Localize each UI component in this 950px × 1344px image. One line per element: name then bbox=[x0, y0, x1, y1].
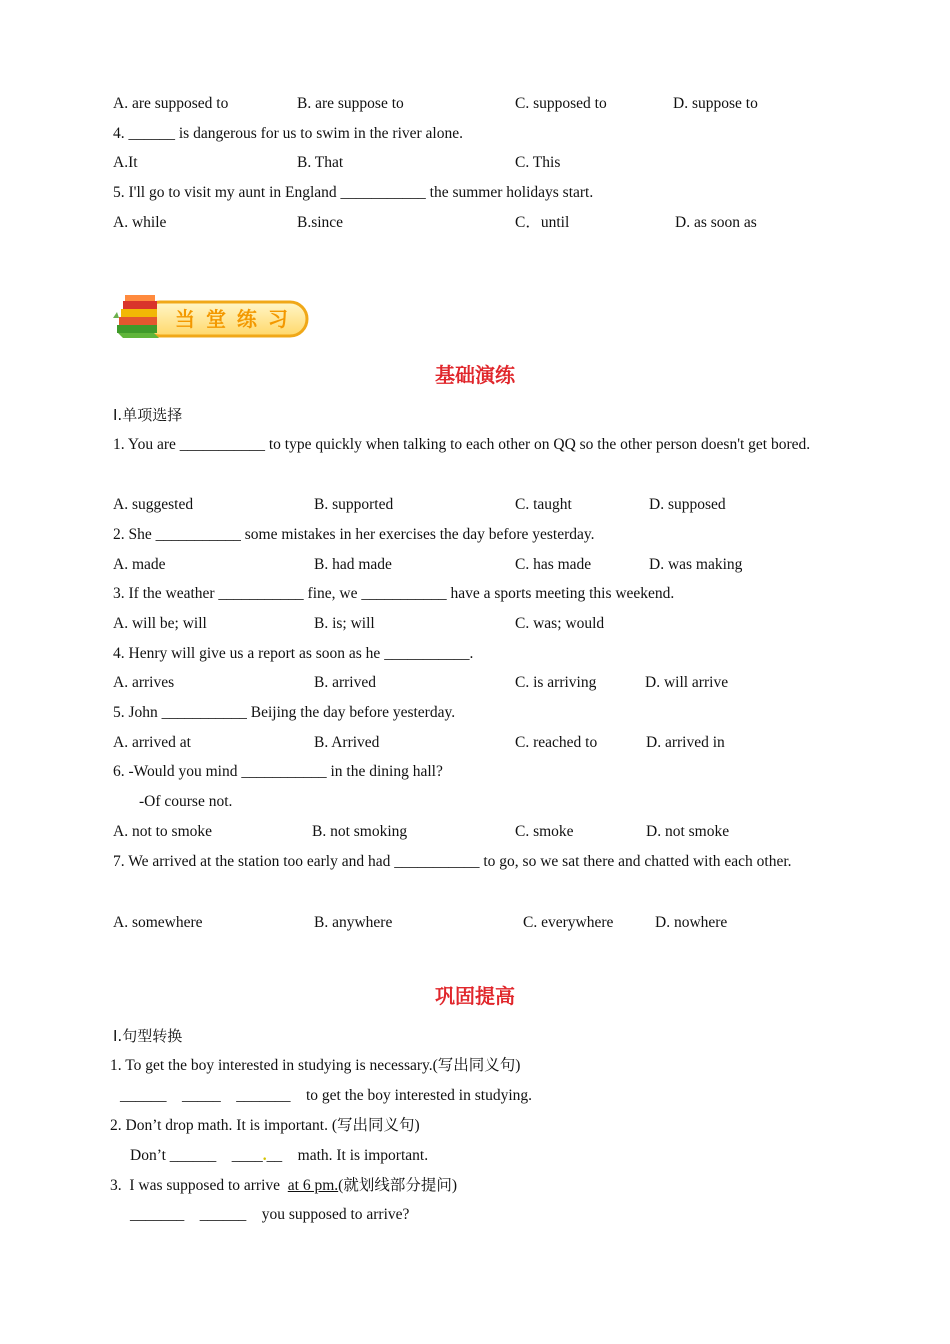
option-b: B. are suppose to bbox=[297, 95, 404, 112]
answer-blanks: Don’t ______ ____ bbox=[130, 1147, 263, 1164]
q3-options bbox=[113, 614, 853, 634]
option-b: B. had made bbox=[314, 556, 392, 573]
top-q3-options bbox=[113, 94, 853, 114]
option-d: D. as soon as bbox=[675, 214, 757, 231]
option-a: A. made bbox=[113, 556, 166, 573]
option-a: A. while bbox=[113, 214, 167, 231]
option-c: C. reached to bbox=[515, 734, 598, 751]
question-5: 5. John ___________ Beijing the day before yesterday. bbox=[113, 704, 456, 721]
option-c: C. is arriving bbox=[515, 674, 597, 691]
option-b: B. supported bbox=[314, 496, 394, 513]
option-d: D. was making bbox=[649, 556, 743, 573]
transform-question-2: 2. Don’t drop math. It is important. (写出同义句) bbox=[110, 1117, 420, 1134]
q7-options bbox=[113, 913, 853, 933]
transform-answer-2 bbox=[130, 1146, 428, 1166]
underlined-part: at 6 pm. bbox=[287, 1177, 339, 1194]
question-text: 3. I was supposed to arrive bbox=[110, 1177, 288, 1194]
question-6: 6. -Would you mind ___________ in the dining hall? bbox=[113, 763, 443, 780]
practice-banner bbox=[113, 292, 313, 344]
option-c: C. was; would bbox=[515, 615, 605, 632]
transform-question-1: 1. To get the boy interested in studying is necessary.(写出同义句) bbox=[110, 1057, 521, 1074]
option-b: B. arrived bbox=[314, 674, 376, 691]
top-question-4: 4. ______ is dangerous for us to swim in the river alone. bbox=[113, 125, 463, 142]
option-a: A.It bbox=[113, 154, 138, 171]
marker-dot: . bbox=[262, 1147, 267, 1164]
option-b: B. anywhere bbox=[314, 914, 393, 931]
option-a: A. arrived at bbox=[113, 734, 191, 751]
question-4: 4. Henry will give us a report as soon as he ___________. bbox=[113, 645, 474, 662]
option-b: B. That bbox=[297, 154, 344, 171]
option-a: A. suggested bbox=[113, 496, 194, 513]
transform-answer-1: ______ _____ _______ to get the boy interested in studying. bbox=[120, 1087, 533, 1104]
option-b: B. not smoking bbox=[312, 823, 408, 840]
answer-rest: __ math. It is important. bbox=[266, 1147, 429, 1164]
option-c: C. This bbox=[515, 154, 561, 171]
top-question-5: 5. I'll go to visit my aunt in England ___________ the summer holidays start. bbox=[113, 184, 594, 201]
option-a: A. somewhere bbox=[113, 914, 203, 931]
option-b: B. is; will bbox=[314, 615, 375, 632]
option-d: D. will arrive bbox=[645, 674, 729, 691]
option-b: B. Arrived bbox=[314, 734, 380, 751]
option-b: B.since bbox=[297, 214, 344, 231]
banner-text: 当 堂 练 习 bbox=[175, 307, 290, 331]
q4-options bbox=[113, 673, 853, 693]
top-q4-options bbox=[113, 153, 853, 173]
transform-answer-3: _______ ______ you supposed to arrive? bbox=[130, 1206, 410, 1223]
option-d: D. suppose to bbox=[673, 95, 758, 112]
option-c: C. smoke bbox=[515, 823, 574, 840]
option-c: C. has made bbox=[515, 556, 592, 573]
part-label-sentence-transform: I.句型转换 bbox=[113, 1027, 183, 1045]
option-d: D. nowhere bbox=[655, 914, 728, 931]
transform-question-3 bbox=[110, 1176, 457, 1196]
q5-options bbox=[113, 733, 853, 753]
question-3: 3. If the weather ___________ fine, we ___________ have a sports meeting this weekend. bbox=[113, 585, 675, 602]
option-c: C. taught bbox=[515, 496, 572, 513]
question-2: 2. She ___________ some mistakes in her exercises the day before yesterday. bbox=[113, 526, 595, 543]
option-d: D. supposed bbox=[649, 496, 726, 513]
question-1: 1. You are ___________ to type quickly when talking to each other on QQ so the other person doesn't get bored. bbox=[113, 436, 811, 453]
option-a: A. will be; will bbox=[113, 615, 207, 632]
section-heading-basic: 基础演练 bbox=[435, 363, 515, 387]
option-d: D. arrived in bbox=[646, 734, 725, 751]
q2-options bbox=[113, 555, 853, 575]
top-q5-options bbox=[113, 213, 853, 233]
option-c: C. supposed to bbox=[515, 95, 607, 112]
option-c: C. everywhere bbox=[523, 914, 614, 931]
question-7: 7. We arrived at the station too early and had ___________ to go, so we sat there and chatted with each other. bbox=[113, 853, 792, 870]
q6-options bbox=[113, 822, 853, 842]
option-a: A. not to smoke bbox=[113, 823, 213, 840]
instruction: (就划线部分提问) bbox=[338, 1177, 457, 1194]
part-label-single-choice: I.单项选择 bbox=[113, 406, 183, 424]
option-a: A. arrives bbox=[113, 674, 175, 691]
option-a: A. are supposed to bbox=[113, 95, 229, 112]
section-heading-consolidate: 巩固提高 bbox=[435, 984, 515, 1008]
question-6-reply: -Of course not. bbox=[139, 793, 233, 810]
option-d: D. not smoke bbox=[646, 823, 730, 840]
option-c: C．until bbox=[515, 214, 570, 231]
q1-options bbox=[113, 495, 853, 515]
